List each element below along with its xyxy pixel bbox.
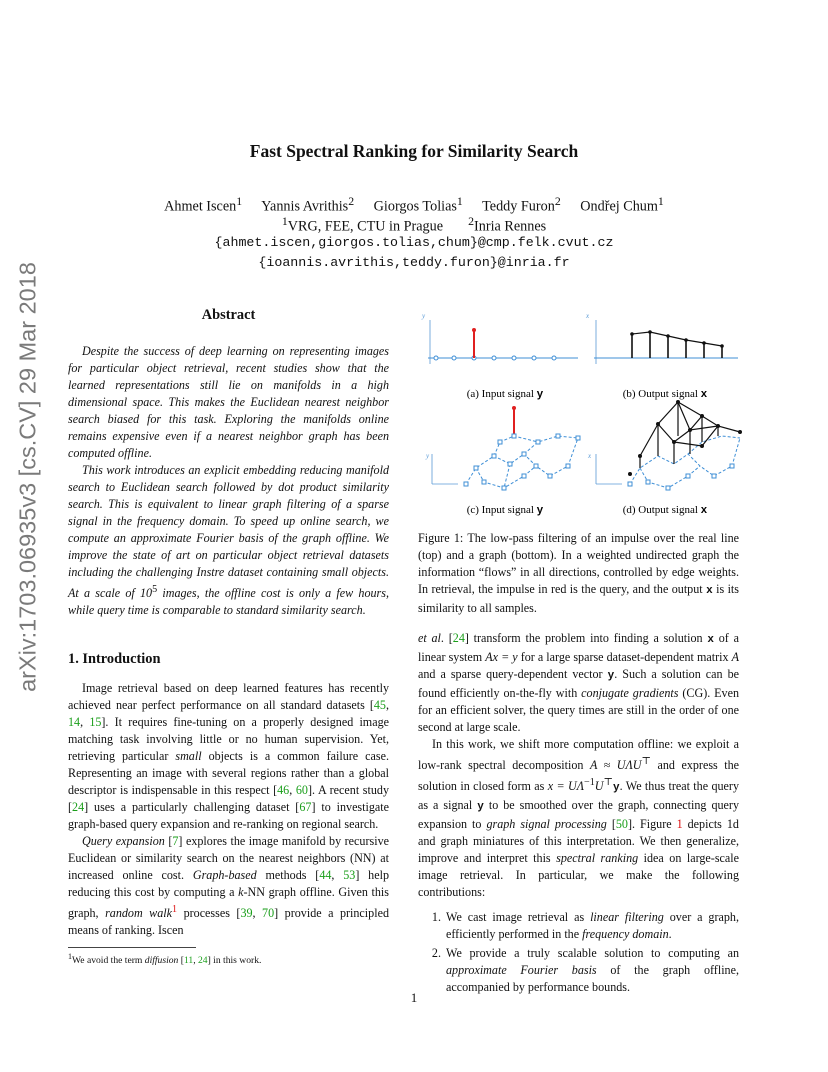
abstract-paragraph: This work introduces an explicit embedding reducing manifold search to Euclidean search followed by dot product similarity search. This is equivalent to linear graph filtering of a sparse signal in the frequency domain. To speed up online search, we compute an approximate Fourier basis of the graph offline. We improve the state of art on particular object retrieval datasets including the challenging Instre dataset containing small objects. At a scale of $10^5$ images, the offline cost is only a few hours, while query time is comparable to standard similarity search. bbox=[68, 463, 389, 618]
panel-b-plot bbox=[585, 312, 738, 364]
citation-link[interactable]: 60 bbox=[295, 783, 308, 797]
contributions-list bbox=[418, 909, 739, 996]
subcaption-c: (c) Input signal y bbox=[466, 504, 544, 517]
citation-link[interactable]: 24 bbox=[198, 955, 208, 967]
affiliation-mark: 1 bbox=[657, 194, 664, 208]
citation-link[interactable]: 24 bbox=[452, 631, 465, 645]
citation-link[interactable]: 7 bbox=[172, 834, 179, 848]
affiliation-mark: 1 bbox=[456, 194, 463, 208]
footnote: $^1$We avoid the term diffusion [11, 24] in this work. bbox=[68, 952, 262, 967]
email-line[interactable]: {ioannis.avrithis,teddy.furon}@inria.fr bbox=[258, 255, 570, 270]
paragraph: Image retrieval based on deep learned features has recently achieved near perfect performance on all standard datasets [45, 14, 15]. It requires fine-tuning on a properly designed image matching task involving little or no human supervision. Yet, retrieving particular small objects is a common failure case. Representing an image with several regions rather than a global descriptor is indispensable in this respect [46, 60]. A recent study [24] uses a particularly challenging dataset [67] to investigate graph-based query expansion and re-ranking on regional search. bbox=[68, 681, 390, 831]
paragraph: et al. [24] transform the problem into finding a solution x of a linear system Ax = y for a large sparse dataset-dependent matrix A and a sparse query-dependent vector y. Such a solution can be found efficiently on-the-fly with conjugate gradients (CG). Even for an efficient solver, the query times are still in the order of one second at large scale. bbox=[418, 631, 740, 734]
citation-link[interactable]: 15 bbox=[89, 715, 102, 729]
footnote-link[interactable]: 1 bbox=[172, 904, 178, 915]
author: Teddy Furon bbox=[482, 198, 555, 215]
page-number: 1 bbox=[410, 990, 418, 1005]
paper-title: Fast Spectral Ranking for Similarity Search bbox=[249, 141, 579, 161]
list-item: 2. We provide a truly scalable solution to computing an approximate Fourier basis of the graph offline, accompanied by performance bounds. bbox=[444, 945, 739, 996]
email-line[interactable]: {ahmet.iscen,giorgos.tolias,chum}@cmp.felk.cvut.cz bbox=[214, 235, 614, 250]
author: Ahmet Iscen bbox=[164, 198, 237, 215]
citation-link[interactable]: 14 bbox=[68, 715, 81, 729]
subcaption-d: (d) Output signal x bbox=[622, 504, 708, 517]
affiliation: Inria Rennes bbox=[474, 218, 547, 235]
panel-a-plot bbox=[421, 312, 578, 364]
intro-left-column bbox=[68, 680, 389, 939]
author-list bbox=[0, 194, 828, 216]
citation-link[interactable]: 39 bbox=[240, 906, 253, 921]
panel-d-plot bbox=[587, 400, 742, 490]
citation-link[interactable]: 70 bbox=[262, 906, 275, 921]
author: Giorgos Tolias bbox=[373, 198, 457, 215]
citation-link[interactable]: 67 bbox=[299, 800, 312, 814]
citation-link[interactable]: 44 bbox=[319, 868, 332, 882]
list-item: 1. We cast image retrieval as linear filtering over a graph, efficiently performed in the frequency domain. bbox=[444, 909, 739, 943]
affiliation-mark: 2 bbox=[348, 194, 355, 208]
paragraph: Query expansion [7] explores the image manifold by recursive Euclidean or similarity search on the nearest neighbors (NN) at increased online cost. Graph-based methods [44, 53] help reducing this cost by computing a k-NN graph offline. Given this graph, random walk$^1$ processes [39, 70] provide a principled means of ranking. Iscen bbox=[68, 834, 390, 938]
citation-link[interactable]: 50 bbox=[615, 817, 628, 832]
subcaption-b: (b) Output signal x bbox=[622, 388, 708, 401]
affiliation: VRG, FEE, CTU in Prague bbox=[287, 218, 444, 235]
affiliation-mark: 2 bbox=[554, 194, 561, 208]
affiliation-mark: 2 bbox=[468, 214, 475, 228]
abstract-paragraph: Despite the success of deep learning on representing images for particular object retrieval, recent studies show that the learned representations still lie on manifolds in a high dimensional space. This makes the Euclidean nearest neighbor search biased for this task. Exploring the manifolds online remains expensive even if a nearest neighbor graph has been computed offline. bbox=[68, 344, 389, 460]
figure-caption: Figure 1: The low-pass filtering of an impulse over the real line (top) and a graph (bottom). In a weighted undirected graph the information “flows” in all directions, controlled by edge weights. In retrieval, the impulse in red is the query, and the output x is its similarity to all samples. bbox=[418, 531, 739, 615]
svg-text:y: y bbox=[426, 452, 430, 460]
affiliations bbox=[0, 214, 828, 236]
figure-link[interactable]: 1 bbox=[676, 817, 683, 832]
abstract-body bbox=[68, 343, 389, 619]
section-heading: 1. Introduction bbox=[68, 651, 161, 667]
paragraph: In this work, we shift more computation offline: we exploit a low-rank spectral decomposition A ≈ UΛU⊤ and express the solution in closed form as $x = U\Lambda^{-1}U^⊤y$. We thus treat the query as a signal y to be smoothed over the graph, connecting query expansion to graph signal processing [50]. Figure 1 depicts 1d and graph miniatures of this interpretation. We then generalize, improve and interpret this spectral ranking idea on large-scale image retrieval. In particular, we make the following contributions: bbox=[418, 737, 739, 900]
citation-link[interactable]: 46 bbox=[277, 783, 290, 797]
affiliation-mark: 1 bbox=[236, 194, 243, 208]
author: Ondřej Chum bbox=[580, 198, 658, 215]
citation-link[interactable]: 53 bbox=[343, 868, 356, 882]
svg-text:y: y bbox=[422, 312, 426, 320]
footnote-rule bbox=[68, 947, 196, 948]
svg-text:x: x bbox=[588, 452, 592, 460]
affiliation-mark: 1 bbox=[281, 214, 288, 228]
abstract-heading: Abstract bbox=[201, 307, 256, 323]
citation-link[interactable]: 45 bbox=[373, 698, 386, 712]
svg-text:x: x bbox=[586, 312, 590, 320]
figure-1 bbox=[418, 306, 748, 526]
panel-c-plot bbox=[425, 406, 580, 490]
citation-link[interactable]: 11 bbox=[183, 955, 194, 967]
subcaption-a: (a) Input signal y bbox=[466, 388, 544, 401]
intro-right-column bbox=[418, 630, 739, 998]
citation-link[interactable]: 24 bbox=[72, 800, 85, 814]
author: Yannis Avrithis bbox=[261, 198, 349, 215]
